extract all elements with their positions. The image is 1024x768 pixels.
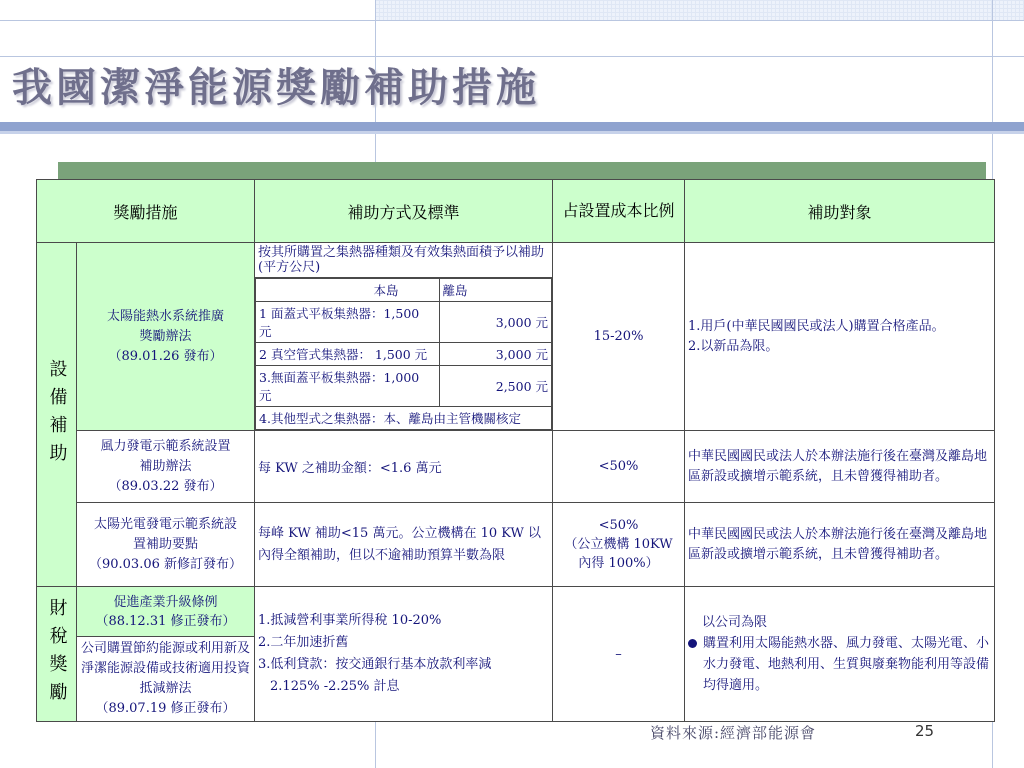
header-target: 補助對象 xyxy=(685,180,995,243)
slide-title: 我國潔淨能源獎勵補助措施 xyxy=(12,64,540,111)
category-equipment: 設備補助 xyxy=(37,243,77,587)
title-underline-light xyxy=(0,131,1024,134)
header-method: 補助方式及標準 xyxy=(255,180,553,243)
target-wind: 中華民國國民或法人於本辦法施行後在臺灣及離島地區新設或擴增示範系統，且未曾獲得補助者。 xyxy=(685,431,995,503)
measure-solar-water: 太陽能熱水系統推廣 獎勵辦法 （89.01.26 發布） xyxy=(77,243,255,431)
target-tax: 以公司為限 購置利用太陽能熱水器、風力發電、太陽光電、小水力發電、地熱利用、生質與廢棄物能利用等設備均得適用。 xyxy=(685,587,995,722)
ratio-wind: <50% xyxy=(553,431,685,503)
measure-pv: 太陽光電發電示範系統設 置補助要點 （90.03.06 新修訂發布） xyxy=(77,503,255,587)
bullet-icon xyxy=(688,639,697,648)
target-pv: 中華民國國民或法人於本辦法施行後在臺灣及離島地區新設或擴增示範系統，且未曾獲得補助者。 xyxy=(685,503,995,587)
grid-line xyxy=(0,20,1024,21)
measure-wind: 風力發電示範系統設置 補助辦法 （89.03.22 發布） xyxy=(77,431,255,503)
header-grid-decoration xyxy=(375,0,1024,20)
subsidy-table xyxy=(36,179,995,722)
source-note: 資料來源:經濟部能源會 xyxy=(650,724,817,742)
table-row xyxy=(37,587,995,637)
ratio-tax: – xyxy=(553,587,685,722)
ratio-solar-water: 15-20% xyxy=(553,243,685,431)
header-measure: 獎勵措施 xyxy=(37,180,255,243)
category-tax: 財稅獎勵 xyxy=(37,587,77,722)
header-ratio: 占設置成本比例 xyxy=(553,180,685,243)
page-number: 25 xyxy=(915,722,935,740)
table-row xyxy=(37,431,995,503)
ratio-pv: <50% （公立機構 10KW 內得 100%） xyxy=(553,503,685,587)
method-pv: 每峰 KW 補助<15 萬元。公立機構在 10 KW 以內得全額補助，但以不逾補助預算半數為限 xyxy=(255,503,553,587)
title-underline xyxy=(0,122,1024,131)
table-row xyxy=(37,503,995,587)
target-solar-water: 1.用戶(中華民國國民或法人)購置合格產品。 2.以新品為限。 xyxy=(685,243,995,431)
measure-industry-upgrade: 促進產業升級條例 （88.12.31 修正發布） xyxy=(77,587,255,637)
method-wind: 每 KW 之補助金額：<1.6 萬元 xyxy=(255,431,553,503)
table-row xyxy=(37,243,995,431)
method-tax: 1.抵減營利事業所得稅 10-20% 2.二年加速折舊 3.低利貸款：按交通銀行基本放款利率減 2.125% -2.25% 計息 xyxy=(255,587,553,722)
measure-energy-equipment: 公司購置節約能源或利用新及淨潔能源設備或技術適用投資抵減辦法 （89.07.19 修正發布） xyxy=(77,637,255,722)
method-solar-water: 按其所購置之集熱器種類及有效集熱面積予以補助(平方公尺) 本島 離島 1 面蓋式平板集熱器：1,500 元 3,000 元 2 真空管式集熱器： 1,500 元 3,000 元 3.無面蓋平板集熱器：1,000 元 2,500 元 4.其他型式之集熱器：本、離島由主管機關核定 xyxy=(255,243,553,431)
collector-subsidy-table: 本島 離島 1 面蓋式平板集熱器：1,500 元 3,000 元 2 真空管式集熱器： 1,500 元 3,000 元 3.無面蓋平板集熱器：1,000 元 2,500 元 4.其他型式之集熱器：本、離島由主管機關核定 xyxy=(255,278,552,430)
table-header-row xyxy=(37,180,995,243)
